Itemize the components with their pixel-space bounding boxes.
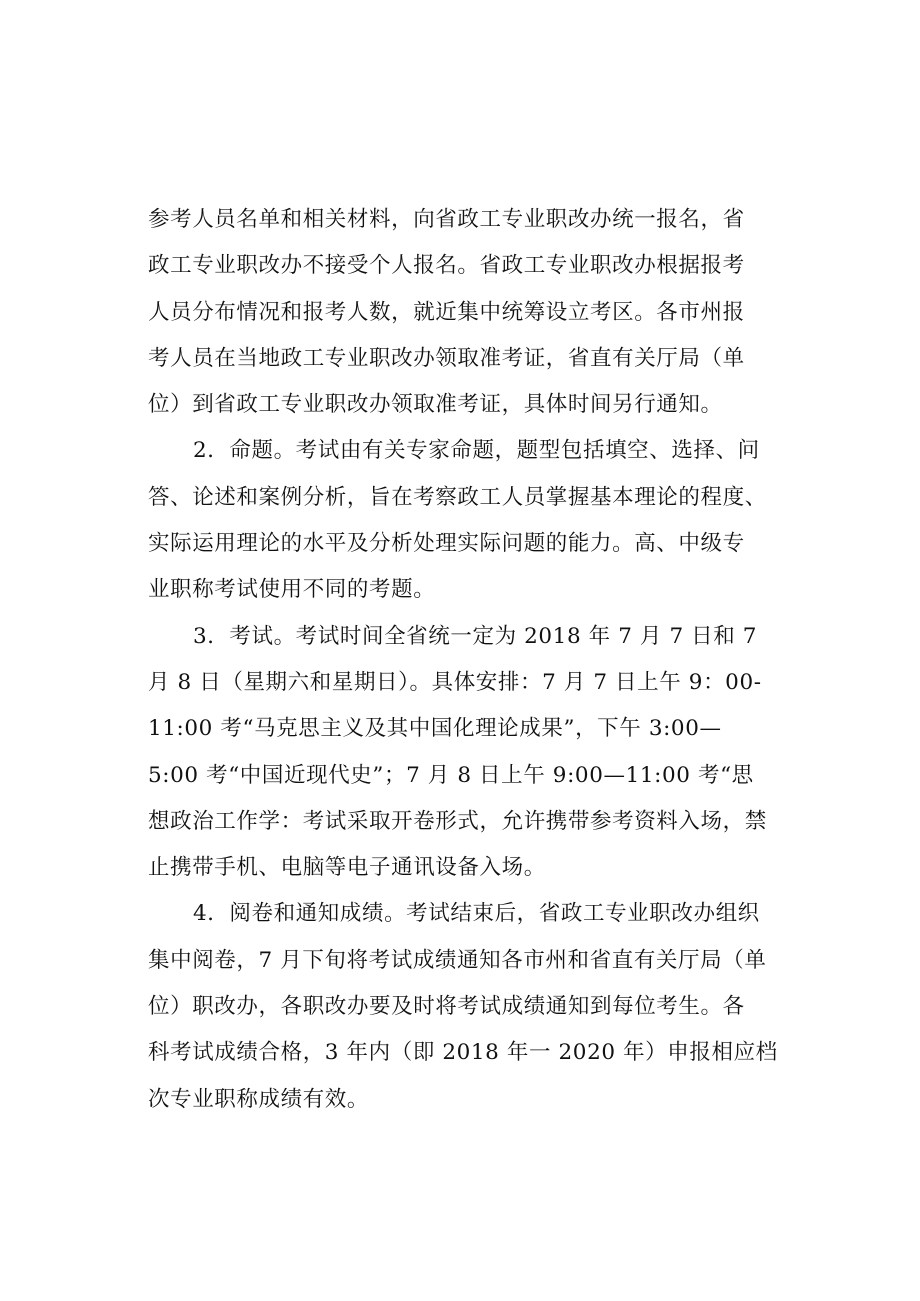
text-line: 月 8 日（星期六和星期日）。具体安排：7 月 7 日上午 9：00- xyxy=(148,669,762,695)
text-line: 位）到省政工专业职改办领取准考证，具体时间另行通知。 xyxy=(148,392,723,418)
text-line: 5:00 考“中国近现代史”；7 月 8 日上午 9:00—11:00 考“思 xyxy=(148,762,754,788)
paragraph-start-line: 3．考试。考试时间全省统一定为 2018 年 7 月 7 日和 7 xyxy=(193,623,758,649)
text-line: 次专业职称成绩有效。 xyxy=(148,1086,370,1112)
paragraph-start-line: 4．阅卷和通知成绩。考试结束后，省政工专业职改办组织 xyxy=(193,901,760,927)
text-line: 考人员在当地政工专业职改办领取准考证，省直有关厅局（单 xyxy=(148,345,745,371)
text-line: 人员分布情况和报考人数，就近集中统筹设立考区。各市州报 xyxy=(148,299,745,325)
text-line: 集中阅卷，7 月下旬将考试成绩通知各市州和省直有关厅局（单 xyxy=(148,947,767,973)
body-text xyxy=(148,197,788,1123)
text-line: 想政治工作学：考试采取开卷形式，允许携带参考资料入场，禁 xyxy=(148,808,767,834)
text-line: 实际运用理论的水平及分析处理实际问题的能力。高、中级专 xyxy=(148,531,745,557)
text-line: 答、论述和案例分析，旨在考察政工人员掌握基本理论的程度、 xyxy=(148,484,767,510)
text-line: 止携带手机、电脑等电子通讯设备入场。 xyxy=(148,855,546,881)
text-line: 科考试成绩合格，3 年内（即 2018 年一 2020 年）申报相应档 xyxy=(148,1040,778,1066)
text-line: 政工专业职改办不接受个人报名。省政工专业职改办根据报考 xyxy=(148,253,745,279)
text-line: 位）职改办，各职改办要及时将考试成绩通知到每位考生。各 xyxy=(148,994,745,1020)
text-line: 参考人员名单和相关材料，向省政工专业职改办统一报名，省 xyxy=(148,207,745,232)
text-line: 11:00 考“马克思主义及其中国化理论成果”，下午 3:00— xyxy=(148,716,722,742)
paragraph-start-line: 2．命题。考试由有关专家命题，题型包括填空、选择、问 xyxy=(193,438,760,464)
text-line: 业职称考试使用不同的考题。 xyxy=(148,577,436,603)
